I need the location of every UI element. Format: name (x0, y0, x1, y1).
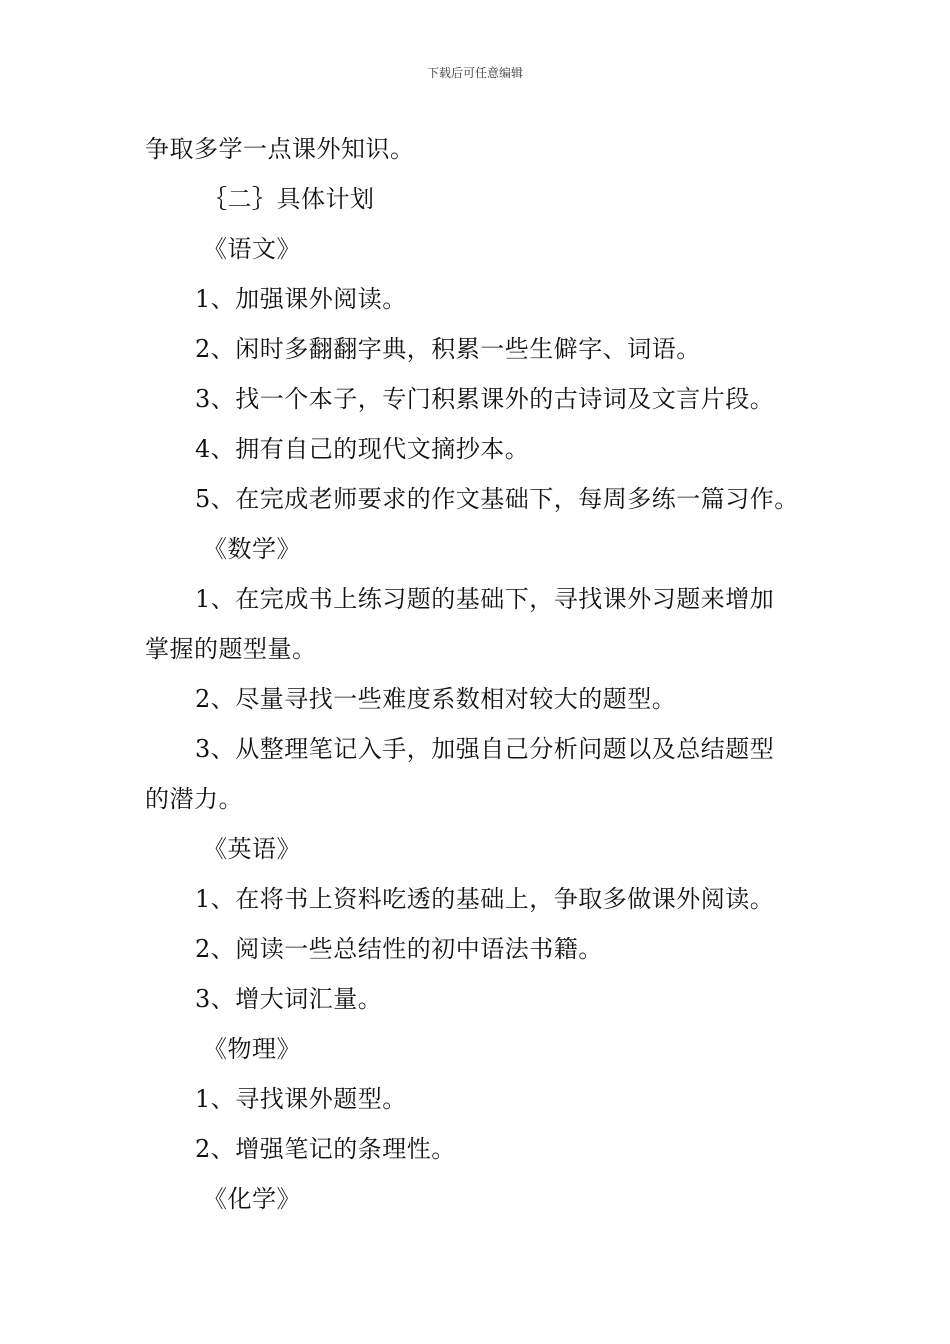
list-item: 3、找一个本子，专门积累课外的古诗词及文言片段。 (195, 385, 775, 413)
list-item: 1、在将书上资料吃透的基础上，争取多做课外阅读。 (195, 885, 775, 913)
subject-heading-math: 《数学》 (203, 535, 301, 563)
list-item: 3、增大词汇量。 (195, 985, 383, 1013)
list-item: 4、拥有自己的现代文摘抄本。 (195, 435, 530, 463)
paragraph-continuation: 争取多学一点课外知识。 (145, 135, 415, 163)
subject-heading-physics: 《物理》 (203, 1035, 301, 1063)
list-item-continuation: 掌握的题型量。 (145, 635, 317, 663)
list-item: 5、在完成老师要求的作文基础下，每周多练一篇习作。 (195, 485, 799, 513)
list-item: 2、阅读一些总结性的初中语法书籍。 (195, 935, 603, 963)
list-item: 2、尽量寻找一些难度系数相对较大的题型。 (195, 685, 677, 713)
list-item: 2、增强笔记的条理性。 (195, 1135, 456, 1163)
list-item: 1、在完成书上练习题的基础下，寻找课外习题来增加 (195, 585, 775, 613)
section-heading-plan: ｛二｝具体计划 (203, 185, 375, 213)
subject-heading-chemistry: 《化学》 (203, 1185, 301, 1213)
page-header: 下载后可任意编辑 (426, 66, 523, 80)
list-item-continuation: 的潜力。 (145, 785, 243, 813)
document-body (145, 124, 815, 1224)
list-item: 3、从整理笔记入手，加强自己分析问题以及总结题型 (195, 735, 775, 763)
list-item: 2、闲时多翻翻字典，积累一些生僻字、词语。 (195, 335, 701, 363)
list-item: 1、加强课外阅读。 (195, 285, 407, 313)
subject-heading-english: 《英语》 (203, 835, 301, 863)
subject-heading-chinese: 《语文》 (203, 235, 301, 263)
list-item: 1、寻找课外题型。 (195, 1085, 407, 1113)
